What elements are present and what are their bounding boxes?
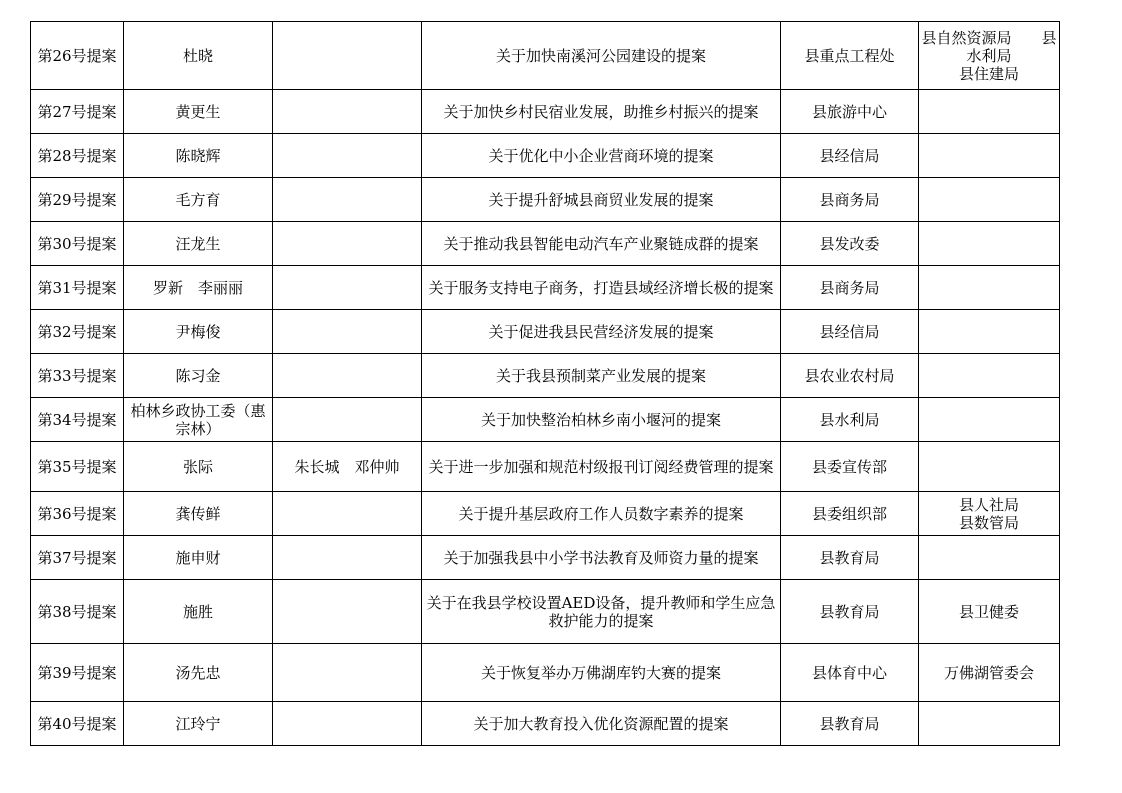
co-signer-cell [273,310,422,354]
lead-unit-cell: 县体育中心 [781,644,919,702]
proposal-title-cell: 关于推动我县智能电动汽车产业聚链成群的提案 [422,222,781,266]
proposal-title-cell: 关于加强我县中小学书法教育及师资力量的提案 [422,536,781,580]
proposal-id-cell: 第32号提案 [31,310,124,354]
assist-units-cell: 万佛湖管委会 [919,644,1060,702]
co-signer-cell [273,266,422,310]
co-signer-cell [273,134,422,178]
co-signer-cell [273,536,422,580]
table-row [31,398,1060,442]
lead-unit-cell: 县教育局 [781,580,919,644]
table-row [31,492,1060,536]
table-row [31,90,1060,134]
lead-unit-cell: 县教育局 [781,702,919,746]
proposer-cell: 陈晓辉 [124,134,273,178]
table-row [31,354,1060,398]
proposal-table-body [31,22,1060,746]
assist-units-cell [919,310,1060,354]
proposer-cell: 杜晓 [124,22,273,90]
lead-unit-cell: 县经信局 [781,134,919,178]
assist-units-cell [919,442,1060,492]
proposal-id-cell: 第27号提案 [31,90,124,134]
proposal-id-cell: 第34号提案 [31,398,124,442]
assist-units-cell [919,702,1060,746]
proposer-cell: 汤先忠 [124,644,273,702]
proposal-title-cell: 关于加大教育投入优化资源配置的提案 [422,702,781,746]
co-signer-cell [273,90,422,134]
lead-unit-cell: 县水利局 [781,398,919,442]
proposal-title-cell: 关于加快南溪河公园建设的提案 [422,22,781,90]
co-signer-cell [273,580,422,644]
lead-unit-cell: 县委宣传部 [781,442,919,492]
table-row [31,134,1060,178]
table-row [31,222,1060,266]
co-signer-cell [273,354,422,398]
co-signer-cell [273,644,422,702]
proposer-cell: 毛方育 [124,178,273,222]
lead-unit-cell: 县发改委 [781,222,919,266]
co-signer-cell [273,492,422,536]
assist-units-cell: 县自然资源局 县水利局 县住建局 [919,22,1060,90]
proposal-title-cell: 关于我县预制菜产业发展的提案 [422,354,781,398]
assist-units-cell: 县人社局 县数管局 [919,492,1060,536]
proposer-cell: 尹梅俊 [124,310,273,354]
table-row [31,702,1060,746]
table-row [31,580,1060,644]
proposer-cell: 张际 [124,442,273,492]
proposal-id-cell: 第40号提案 [31,702,124,746]
proposal-id-cell: 第28号提案 [31,134,124,178]
assist-units-cell [919,266,1060,310]
lead-unit-cell: 县教育局 [781,536,919,580]
proposal-id-cell: 第39号提案 [31,644,124,702]
assist-units-cell [919,398,1060,442]
co-signer-cell [273,398,422,442]
proposal-title-cell: 关于加快整治柏林乡南小堰河的提案 [422,398,781,442]
proposal-id-cell: 第38号提案 [31,580,124,644]
table-row [31,644,1060,702]
table-row [31,178,1060,222]
proposer-cell: 陈习金 [124,354,273,398]
lead-unit-cell: 县经信局 [781,310,919,354]
proposer-cell: 施胜 [124,580,273,644]
table-row [31,22,1060,90]
assist-units-cell [919,134,1060,178]
proposal-id-cell: 第36号提案 [31,492,124,536]
proposal-id-cell: 第31号提案 [31,266,124,310]
lead-unit-cell: 县农业农村局 [781,354,919,398]
proposal-title-cell: 关于提升舒城县商贸业发展的提案 [422,178,781,222]
co-signer-cell [273,178,422,222]
proposal-id-cell: 第26号提案 [31,22,124,90]
table-row [31,536,1060,580]
proposal-title-cell: 关于促进我县民营经济发展的提案 [422,310,781,354]
proposal-id-cell: 第30号提案 [31,222,124,266]
table-row [31,266,1060,310]
assist-units-cell [919,90,1060,134]
proposal-title-cell: 关于提升基层政府工作人员数字素养的提案 [422,492,781,536]
lead-unit-cell: 县商务局 [781,178,919,222]
proposal-id-cell: 第33号提案 [31,354,124,398]
lead-unit-cell: 县旅游中心 [781,90,919,134]
co-signer-cell: 朱长城 邓仲帅 [273,442,422,492]
assist-units-cell [919,536,1060,580]
proposal-title-cell: 关于优化中小企业营商环境的提案 [422,134,781,178]
proposal-id-cell: 第37号提案 [31,536,124,580]
co-signer-cell [273,702,422,746]
proposer-cell: 江玲宁 [124,702,273,746]
assist-units-cell [919,178,1060,222]
proposer-cell: 罗新 李丽丽 [124,266,273,310]
proposal-title-cell: 关于加快乡村民宿业发展，助推乡村振兴的提案 [422,90,781,134]
proposer-cell: 黄更生 [124,90,273,134]
proposer-cell: 柏林乡政协工委（惠宗林） [124,398,273,442]
lead-unit-cell: 县委组织部 [781,492,919,536]
proposal-title-cell: 关于恢复举办万佛湖库钓大赛的提案 [422,644,781,702]
assist-units-cell: 县卫健委 [919,580,1060,644]
co-signer-cell [273,22,422,90]
proposal-id-cell: 第35号提案 [31,442,124,492]
proposer-cell: 龚传鲜 [124,492,273,536]
table-row [31,310,1060,354]
proposal-id-cell: 第29号提案 [31,178,124,222]
proposal-title-cell: 关于进一步加强和规范村级报刊订阅经费管理的提案 [422,442,781,492]
proposer-cell: 施申财 [124,536,273,580]
proposal-title-cell: 关于服务支持电子商务，打造县域经济增长极的提案 [422,266,781,310]
table-row [31,442,1060,492]
proposal-table [30,21,1060,746]
lead-unit-cell: 县商务局 [781,266,919,310]
proposer-cell: 汪龙生 [124,222,273,266]
assist-units-cell [919,222,1060,266]
proposal-title-cell: 关于在我县学校设置AED设备，提升教师和学生应急救护能力的提案 [422,580,781,644]
lead-unit-cell: 县重点工程处 [781,22,919,90]
co-signer-cell [273,222,422,266]
assist-units-cell [919,354,1060,398]
